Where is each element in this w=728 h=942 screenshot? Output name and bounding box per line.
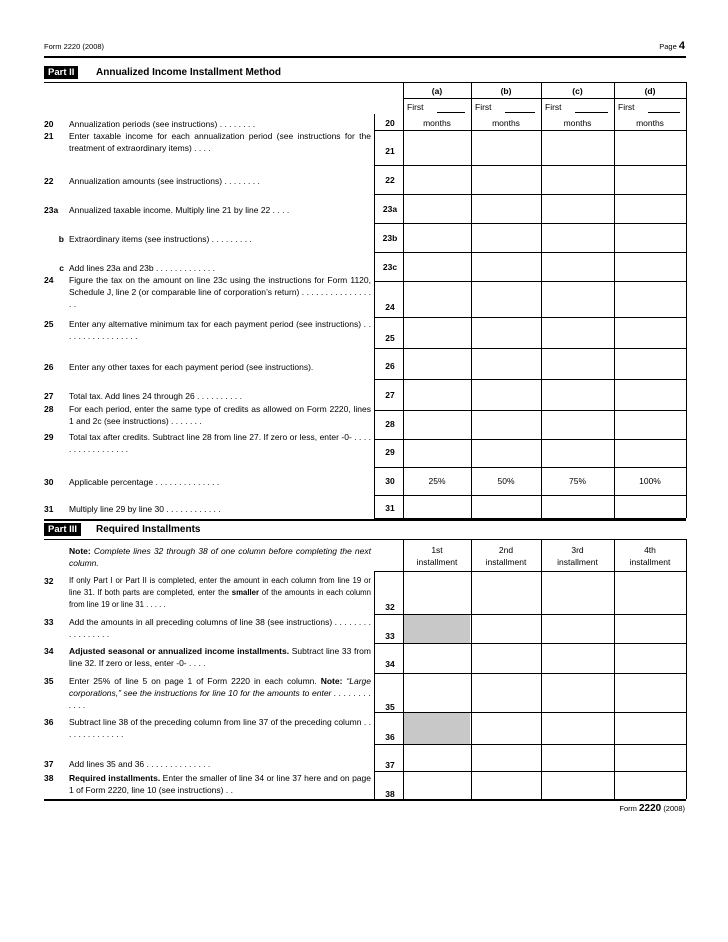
line-number: 23a [44, 205, 59, 215]
line-description: Annualized taxable income. Multiply line 21 by line 22 . . . . [69, 205, 290, 215]
first-blank-rule [437, 112, 465, 113]
first-blank-rule [648, 112, 680, 113]
row-rule-0 [374, 130, 686, 131]
row-rule-2 [374, 194, 686, 195]
line-number: 28 [44, 404, 54, 414]
line-number: 35 [44, 676, 54, 686]
row-rule-10 [374, 439, 686, 440]
installment-word: installment [557, 557, 598, 567]
shaded-cell-33a [404, 615, 470, 643]
col-rule-5 [686, 82, 687, 518]
p3-col-rule-2 [471, 539, 472, 799]
percentage-cell: 50% [497, 476, 515, 486]
first-label: First [407, 102, 424, 112]
months-label: months [492, 118, 520, 128]
part-3-title: Required Installments [96, 524, 201, 535]
header-rule [44, 56, 686, 58]
p3-col-rule-1 [403, 539, 404, 799]
line-box-label: 32 [385, 602, 395, 612]
line-description: Add lines 23a and 23b . . . . . . . . . . . . . [69, 263, 215, 273]
line-box-label: 26 [385, 361, 395, 371]
col-header-rule [403, 98, 686, 99]
p3-col-rule-5 [686, 539, 687, 799]
months-label: months [636, 118, 664, 128]
line-number: 22 [44, 176, 54, 186]
line-description: Enter 25% of line 5 on page 1 of Form 2220 in each column. Note: “Large corporations,” see the instructions for line 10 for the amounts to enter . . . . . . . . . . . . [69, 676, 371, 710]
line-box-label: 31 [385, 503, 395, 513]
row-rule-7 [374, 348, 686, 349]
percentage-cell: 75% [568, 476, 586, 486]
line-number: 26 [44, 362, 54, 372]
line-number: 36 [44, 717, 54, 727]
line-box-label: 23a [382, 204, 398, 214]
line-number: 31 [44, 504, 54, 514]
first-blank-rule [575, 112, 608, 113]
p3-row-rule-2 [374, 643, 686, 644]
column-header-3: (d) [644, 86, 656, 96]
installment-ordinal: 2nd [498, 545, 514, 555]
line-number: 38 [44, 773, 54, 783]
row-rule-12 [374, 495, 686, 496]
p3-row-rule-5 [374, 744, 686, 745]
part-2-tag: Part II [44, 66, 78, 79]
part-3-top-rule [44, 519, 686, 521]
column-header-1: (b) [500, 86, 512, 96]
part-3-rule [44, 539, 686, 540]
line-box-label: 29 [385, 447, 395, 457]
row-rule-3 [374, 223, 686, 224]
installment-ordinal: 3rd [571, 545, 584, 555]
line-description: If only Part I or Part II is completed, enter the amount in each column from line 19 or line 31. If both parts are completed, enter the smaller of the amounts in each column from line 19 or line 31 . . . . . [69, 576, 371, 609]
column-header-2: (c) [572, 86, 583, 96]
line-box-label: 21 [385, 146, 395, 156]
line-box-label: 24 [385, 302, 395, 312]
part-2-title: Annualized Income Installment Method [96, 67, 282, 78]
line-number: b [58, 234, 64, 244]
line-box-label: 34 [385, 659, 395, 669]
row-rule-9 [374, 410, 686, 411]
column-header-0: (a) [431, 86, 443, 96]
line-number: 25 [44, 319, 54, 329]
form-footer: Form 2220 (2008) [619, 803, 685, 814]
row-rule-6 [374, 317, 686, 318]
col-rule-0 [374, 114, 375, 518]
shaded-cell-36a [404, 713, 470, 744]
first-blank-rule [505, 112, 535, 113]
line-description: Extraordinary items (see instructions) . . . . . . . . . [69, 234, 252, 244]
p3-col-rule-0 [374, 571, 375, 799]
line-box-label: 30 [385, 476, 395, 486]
line-number: 29 [44, 432, 54, 442]
percentage-cell: 100% [639, 476, 661, 486]
line-box-label: 25 [385, 333, 395, 343]
row-rule-8 [374, 379, 686, 380]
line-number: 37 [44, 759, 54, 769]
line-number: 32 [44, 576, 54, 586]
p3-col-rule-4 [614, 539, 615, 799]
line-description: Adjusted seasonal or annualized income installments. Subtract line 33 from line 32. If zero or less, enter -0- . . . . [69, 646, 371, 668]
months-label: months [563, 118, 592, 128]
col-rule-1 [403, 82, 404, 518]
line-description: Annualization periods (see instructions) . . . . . . . . [69, 119, 256, 129]
p3-col-rule-3 [541, 539, 542, 799]
line-number: 27 [44, 391, 54, 401]
percentage-cell: 25% [428, 476, 446, 486]
line-box-label: 36 [385, 732, 395, 742]
line-box-label: 22 [385, 175, 395, 185]
row-rule-4 [374, 252, 686, 253]
col-rule-4 [614, 82, 615, 518]
p3-row-rule-4 [374, 712, 686, 713]
line-box-label: 38 [385, 789, 395, 799]
line-description: Total tax. Add lines 24 through 26 . . . . . . . . . . [69, 391, 242, 401]
col-rule-2 [471, 82, 472, 518]
line-number: c [59, 263, 64, 273]
line-box-label: 37 [385, 760, 395, 770]
line-number: 20 [44, 119, 54, 129]
line-description: Required installments. Enter the smaller of line 34 or line 37 here and on page 1 of Form 2220, line 10 (see instructions) . . [69, 773, 371, 795]
row-rule-5 [374, 281, 686, 282]
line-description: Subtract line 38 of the preceding column from line 37 of the preceding column . . . . . . . . . . . . . . [69, 717, 371, 739]
bottom-rule [44, 799, 686, 801]
form-header-left: Form 2220 (2008) [44, 42, 105, 51]
part-2-rule [44, 82, 686, 83]
line-description: Applicable percentage . . . . . . . . . . . . . . [69, 477, 220, 487]
line-description: Annualization amounts (see instructions) . . . . . . . . [69, 176, 260, 186]
line-description: Figure the tax on the amount on line 23c using the instructions for Form 1120, Schedule J, line 2 (or comparable line of corporation’s return) . . . . . . . . . . . . . . . . . [69, 275, 371, 309]
line-number: 34 [44, 646, 54, 656]
line-description: Multiply line 29 by line 30 . . . . . . . . . . . . [69, 504, 221, 514]
line-number: 24 [44, 275, 54, 285]
line-description: Total tax after credits. Subtract line 28 from line 27. If zero or less, enter -0- . . . . . . . . . . . . . . . . . [69, 432, 371, 454]
line-description: Enter taxable income for each annualization period (see instructions for the treatment of extraordinary items) . . . . [69, 131, 371, 153]
line-box-label: 28 [385, 419, 395, 429]
line-description: Enter any alternative minimum tax for each payment period (see instructions) . . . . . . . . . . . . . . . . . [69, 319, 371, 341]
line-number: 21 [44, 131, 54, 141]
line-box-label: 35 [385, 702, 395, 712]
line-box-label: 27 [385, 390, 395, 400]
first-label: First [618, 102, 635, 112]
row-rule-1 [374, 165, 686, 166]
p3-row-rule-3 [374, 673, 686, 674]
line-box-label: 20 [385, 118, 395, 128]
first-label: First [545, 102, 562, 112]
line-description: Enter any other taxes for each payment period (see instructions). [69, 362, 314, 372]
line-box-label: 23b [382, 233, 398, 243]
row-rule-11 [374, 467, 686, 468]
part-3-tag: Part III [44, 523, 81, 536]
line-description: For each period, enter the same type of credits as allowed on Form 2220, lines 1 and 2c (see instructions) . . . . . . . [69, 404, 371, 426]
months-label: months [423, 118, 451, 128]
line-box-label: 33 [385, 631, 395, 641]
p3-row-rule-6 [374, 771, 686, 772]
col-rule-3 [541, 82, 542, 518]
installment-word: installment [629, 557, 671, 567]
line-description: Add the amounts in all preceding columns of line 38 (see instructions) . . . . . . . . . . . . . . . . . [69, 617, 371, 639]
first-label: First [475, 102, 492, 112]
line-description: Add lines 35 and 36 . . . . . . . . . . . . . . [69, 759, 211, 769]
installment-word: installment [485, 557, 527, 567]
installment-ordinal: 1st [431, 545, 443, 555]
installment-word: installment [416, 557, 458, 567]
line-box-label: 23c [382, 262, 398, 272]
p3-row-rule-1 [374, 614, 686, 615]
p3-row-rule-0 [374, 571, 686, 572]
page-number: Page 4 [659, 40, 685, 52]
line-number: 33 [44, 617, 54, 627]
line-number: 30 [44, 477, 54, 487]
installment-ordinal: 4th [644, 545, 656, 555]
